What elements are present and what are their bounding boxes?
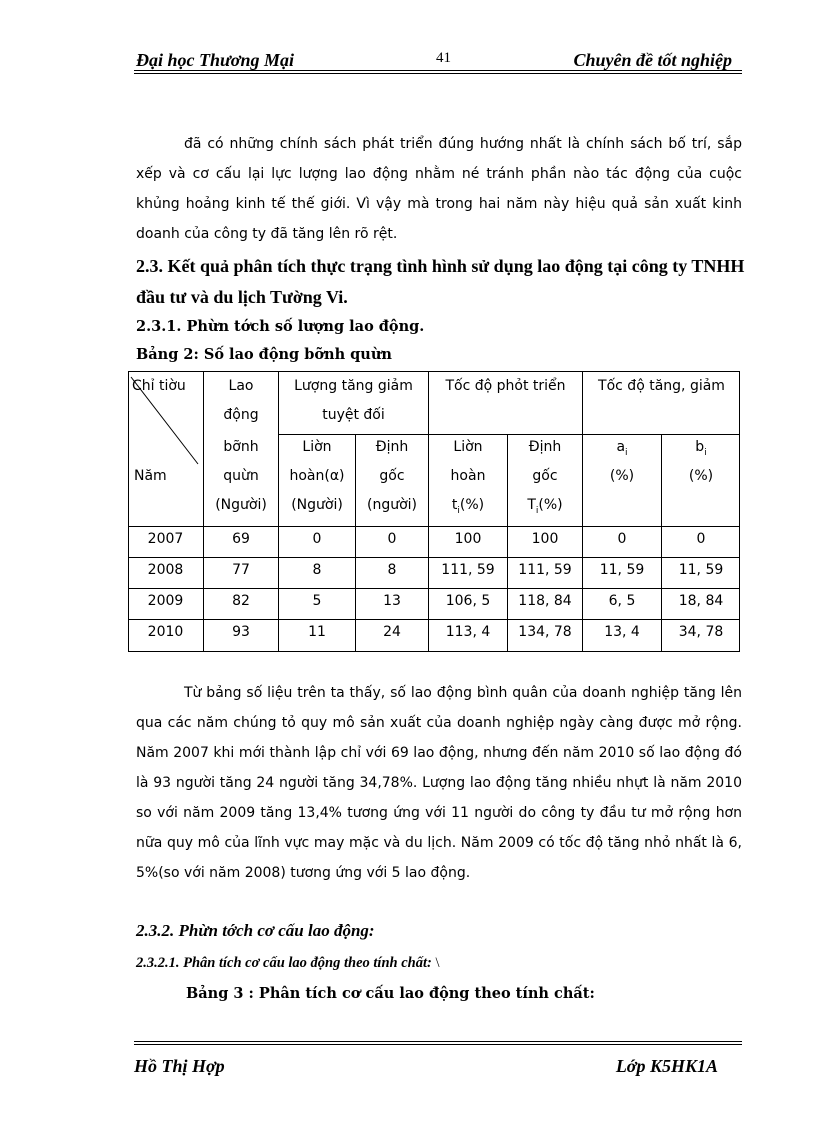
table-cell: 0: [617, 531, 627, 547]
head-dinh-goc-abs-2: gốc: [379, 468, 405, 484]
table-cell: 13, 4: [604, 624, 640, 640]
table-cell: 18, 84: [678, 593, 724, 609]
head-luong-tang-giam-2: tuyệt đối: [322, 407, 385, 423]
head-b-col: $b_i$: [695, 439, 707, 458]
head-dinh-goc-rate-2: gốc: [532, 468, 558, 484]
stray-mark: \: [435, 955, 440, 971]
head-dinh-goc-rate-3: $T_i(\%)$: [527, 497, 563, 516]
table-cell: 82: [232, 593, 250, 609]
header-school: Đại học Thương Mại: [136, 50, 294, 70]
head-dinh-goc-abs-3: (người): [366, 497, 417, 513]
section-2-3-2-1-heading: 2.3.2.1. Phân tích cơ cấu lao động theo tính chất: \: [136, 955, 440, 971]
table2-caption: Bảng 2: Số lao động bỡnh quừn: [136, 346, 392, 363]
table-cell: 0: [696, 531, 706, 547]
table3-caption: Bảng 3 : Phân tích cơ cấu lao động theo tính chất:: [186, 985, 595, 1002]
footer-class: Lớp K5HK1A: [615, 1056, 718, 1076]
head-lien-hoan-rate-1: Liờn: [453, 439, 483, 455]
header-rule: [134, 70, 742, 71]
table-cell: 8: [387, 562, 397, 578]
header-rule-2: [134, 73, 742, 74]
head-lien-hoan-abs-1: Liờn: [302, 439, 332, 455]
head-lien-hoan-abs-3: (Người): [291, 497, 343, 513]
table-cell: 8: [312, 562, 322, 578]
header-doc-type: Chuyên đề tốt nghiệp: [573, 50, 732, 70]
head-toc-do-phat-trien: Tốc độ phỏt triển: [445, 378, 566, 394]
head-lien-hoan-abs-2: hoàn(α): [289, 468, 345, 484]
table-cell: 111, 59: [441, 562, 495, 578]
table-cell: 100: [454, 531, 482, 547]
table-cell: 5: [312, 593, 322, 609]
head-dinh-goc-abs-1: Định: [375, 439, 409, 455]
head-a-unit: (%): [609, 468, 635, 484]
table-cell: 111, 59: [518, 562, 572, 578]
head-lao-dong-5: (Người): [215, 497, 267, 513]
page-number: 41: [436, 50, 451, 66]
head-luong-tang-giam-1: Lượng tăng giảm: [294, 378, 413, 394]
table-cell: 2010: [147, 624, 184, 640]
footer-rule-2: [134, 1044, 742, 1045]
head-toc-do-tang-giam: Tốc độ tăng, giảm: [598, 378, 725, 394]
head-b-unit: (%): [688, 468, 714, 484]
table-cell: 34, 78: [678, 624, 724, 640]
table-cell: 2008: [147, 562, 184, 578]
table-cell: 77: [232, 562, 250, 578]
footer-author: Hồ Thị Hợp: [134, 1056, 225, 1076]
table-cell: 11: [308, 624, 326, 640]
table-cell: 2007: [147, 531, 184, 547]
table-cell: 69: [232, 531, 250, 547]
table-cell: 93: [232, 624, 250, 640]
head-nam: Năm: [134, 468, 167, 484]
table-cell: 100: [531, 531, 559, 547]
table-cell: 6, 5: [608, 593, 636, 609]
table-cell: 0: [312, 531, 322, 547]
table-cell: 0: [387, 531, 397, 547]
table2: [128, 371, 740, 652]
page-header: [134, 46, 742, 72]
table-cell: 24: [383, 624, 401, 640]
table-cell: 118, 84: [518, 593, 572, 609]
analysis-paragraph: Từ bảng số liệu trên ta thấy, số lao động bình quân của doanh nghiệp tăng lên qua các năm chúng tỏ quy mô sản xuất của doanh nghiệp ngày càng được mở rộng. Năm 2007 khi mới thành lập chỉ với 69 lao động, nhưng đến năm 2010 số lao động đó là 93 người tăng 24 người tăng 34,78%. Lượng lao động tăng nhiều nhựt là năm 2010 so với năm 2009 tăng 13,4% tương ứng với 11 người do công ty đầu tư mở rộng hơn nữa quy mô của lĩnh vực may mặc và du lịch. Năm 2009 có tốc độ tăng nhỏ nhất là 6, 5%(so với năm 2008) tương ứng với 5 lao động.: [136, 685, 742, 881]
table-cell: 11, 59: [678, 562, 724, 578]
head-a-col: $a_i$: [616, 439, 628, 458]
table-cell: 113, 4: [445, 624, 491, 640]
table-cell: 106, 5: [445, 593, 491, 609]
table-cell: 13: [383, 593, 401, 609]
table-cell: 2009: [147, 593, 184, 609]
section-2-3-heading: 2.3. Kết quả phân tích thực trạng tình hình sử dụng lao động tại công ty TNHH đầu tư và du lịch Tường Vi.: [136, 256, 745, 307]
head-chi-tieu: Chỉ tiờu: [132, 378, 186, 394]
head-lien-hoan-rate-2: hoàn: [450, 468, 486, 484]
table-cell: 11, 59: [599, 562, 645, 578]
table-cell: 134, 78: [518, 624, 572, 640]
head-lao-dong-2: động: [223, 407, 259, 423]
intro-paragraph: đã có những chính sách phát triển đúng hướng nhất là chính sách bố trí, sắp xếp và cơ cấu lại lực lượng lao động nhằm né tránh phần nào tác động của cuộc khủng hoảng kinh tế thế giới. Vì vậy mà trong hai năm này hiệu quả sản xuất kinh doanh của công ty đã tăng lên rõ rệt.: [136, 136, 742, 242]
head-lien-hoan-rate-3: $t_i(\%)$: [451, 497, 485, 516]
head-dinh-goc-rate-1: Định: [528, 439, 562, 455]
head-lao-dong-1: Lao: [228, 378, 254, 394]
section-2-3-2-heading: 2.3.2. Phừn tớch cơ cấu lao động:: [136, 921, 375, 940]
head-lao-dong-3: bỡnh: [223, 439, 259, 455]
footer-rule: [134, 1041, 742, 1042]
section-2-3-1-heading: 2.3.1. Phừn tớch số lượng lao động.: [136, 318, 425, 335]
head-lao-dong-4: quừn: [223, 468, 259, 484]
